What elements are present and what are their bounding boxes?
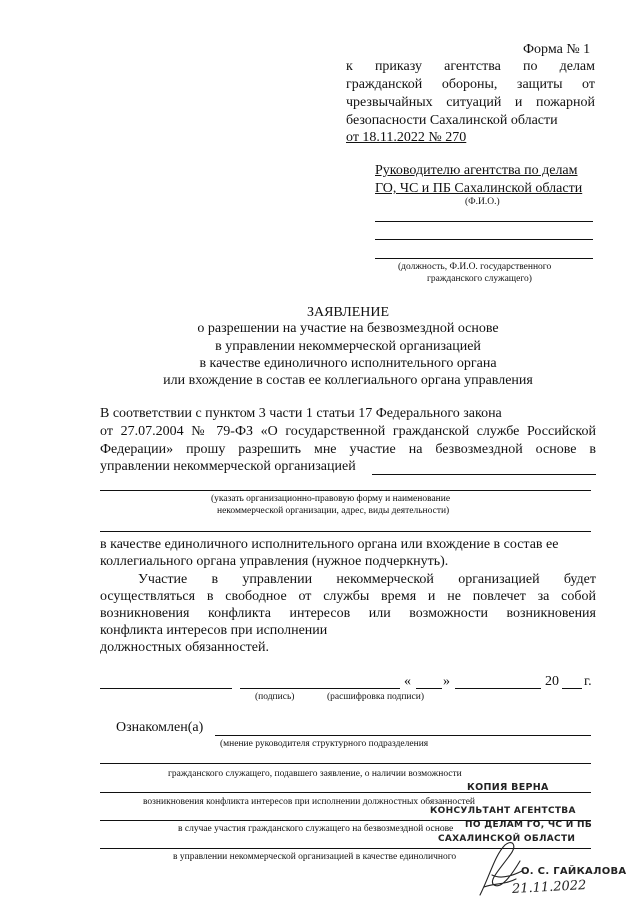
- stamp-date: 21.11.2022: [511, 878, 587, 897]
- order-line-1: к приказу агентства по делам: [346, 59, 595, 74]
- org-caption-1: (указать организационно-правовую форму и наименование: [211, 494, 451, 504]
- org-details-line: [100, 490, 591, 491]
- para3-line-5: должностных обязанностей.: [100, 640, 269, 655]
- para3-line-2: осуществляться в свободное от службы время и не повлечет за собой: [100, 589, 596, 604]
- document-title: ЗАЯВЛЕНИЕ: [306, 305, 390, 320]
- acknowledged-line: [215, 735, 591, 736]
- fio-line: [375, 221, 593, 222]
- para3-line-1: Участие в управлении некоммерческой организацией будет: [138, 572, 596, 587]
- year-suffix: г.: [584, 674, 592, 689]
- ack-caption-2: гражданского служащего, подавшего заявление, о наличии возможности: [168, 769, 462, 779]
- year-line: [562, 688, 582, 689]
- stamp-agency: ПО ДЕЛАМ ГО, ЧС И ПБ: [465, 820, 593, 830]
- para3-line-4: конфликта интересов при исполнении: [100, 623, 328, 638]
- para2-line-2: коллегиального органа управления (нужное подчеркнуть).: [100, 554, 449, 569]
- handwritten-signature: [470, 835, 530, 900]
- ack-caption-3: возникновения конфликта интересов при исполнении должностных обязанностей: [143, 797, 475, 807]
- year-prefix: 20: [545, 674, 559, 689]
- stamp-region: САХАЛИНСКОЙ ОБЛАСТИ: [438, 834, 576, 844]
- stamp-copy-certified: КОПИЯ ВЕРНА: [467, 782, 549, 793]
- para1-line-4: управлении некоммерческой организацией: [100, 459, 356, 474]
- addressee-line-2: ГО, ЧС и ПБ Сахалинской области: [375, 181, 583, 196]
- acknowledged-label: Ознакомлен(а): [116, 720, 204, 735]
- stamp-name: О. С. ГАЙКАЛОВА: [521, 866, 627, 877]
- para2-line-1: в качестве единоличного исполнительного органа или вхождение в состав ее: [100, 537, 559, 552]
- order-line-4: безопасности Сахалинской области: [346, 113, 558, 128]
- ack-caption-1: (мнение руководителя структурного подразделения: [220, 739, 429, 749]
- org-name-line: [372, 474, 596, 475]
- signature-caption: (подпись): [255, 692, 295, 702]
- org-extra-line: [100, 531, 591, 532]
- quote-open: «: [404, 674, 411, 689]
- title-line-2: в управлении некоммерческой организацией: [215, 339, 481, 354]
- quote-close: »: [443, 674, 450, 689]
- title-line-3: в качестве единоличного исполнительного органа: [199, 356, 497, 371]
- date-line: [100, 688, 232, 689]
- stamp-position: КОНСУЛЬТАНТ АГЕНТСТВА: [430, 806, 576, 816]
- decoding-caption: (расшифровка подписи): [327, 692, 424, 702]
- ack-caption-4: в случае участия гражданского служащего на безвозмездной основе: [178, 824, 454, 834]
- order-date: от 18.11.2022 № 270: [346, 130, 467, 145]
- order-line-3: чрезвычайных ситуаций и пожарной: [346, 95, 595, 110]
- ack-caption-5: в управлении некоммерческой организацией в качестве единоличного: [173, 852, 457, 862]
- signature-line: [240, 688, 400, 689]
- position-caption-1: (должность, Ф.И.О. государственного: [398, 262, 552, 272]
- ack-line-2: [100, 763, 591, 764]
- position-line-1: [375, 239, 593, 240]
- para1-line-1: В соответствии с пунктом 3 части 1 статьи 17 Федерального закона: [100, 406, 502, 421]
- form-number: Форма № 1: [523, 42, 591, 57]
- para3-line-3: возникновения конфликта интересов или возможности возникновения: [100, 606, 596, 621]
- fio-caption: (Ф.И.О.): [465, 197, 500, 207]
- para1-line-2: от 27.07.2004 № 79-ФЗ «О государственной гражданской службе Российской: [100, 424, 596, 439]
- month-line: [455, 688, 541, 689]
- position-caption-2: гражданского служащего): [427, 274, 532, 284]
- org-caption-2: некоммерческой организации, адрес, виды деятельности): [217, 506, 450, 516]
- addressee-line-1: Руководителю агентства по делам: [375, 163, 578, 178]
- para1-line-3: Федерации» прошу разрешить мне участие на безвозмездной основе в: [100, 442, 596, 457]
- title-line-1: о разрешении на участие на безвозмездной основе: [197, 321, 499, 336]
- order-line-2: гражданской обороны, защиты от: [346, 77, 595, 92]
- position-line-2: [375, 258, 593, 259]
- day-line: [416, 688, 442, 689]
- title-line-4: или вхождение в состав ее коллегиального органа управления: [163, 373, 533, 388]
